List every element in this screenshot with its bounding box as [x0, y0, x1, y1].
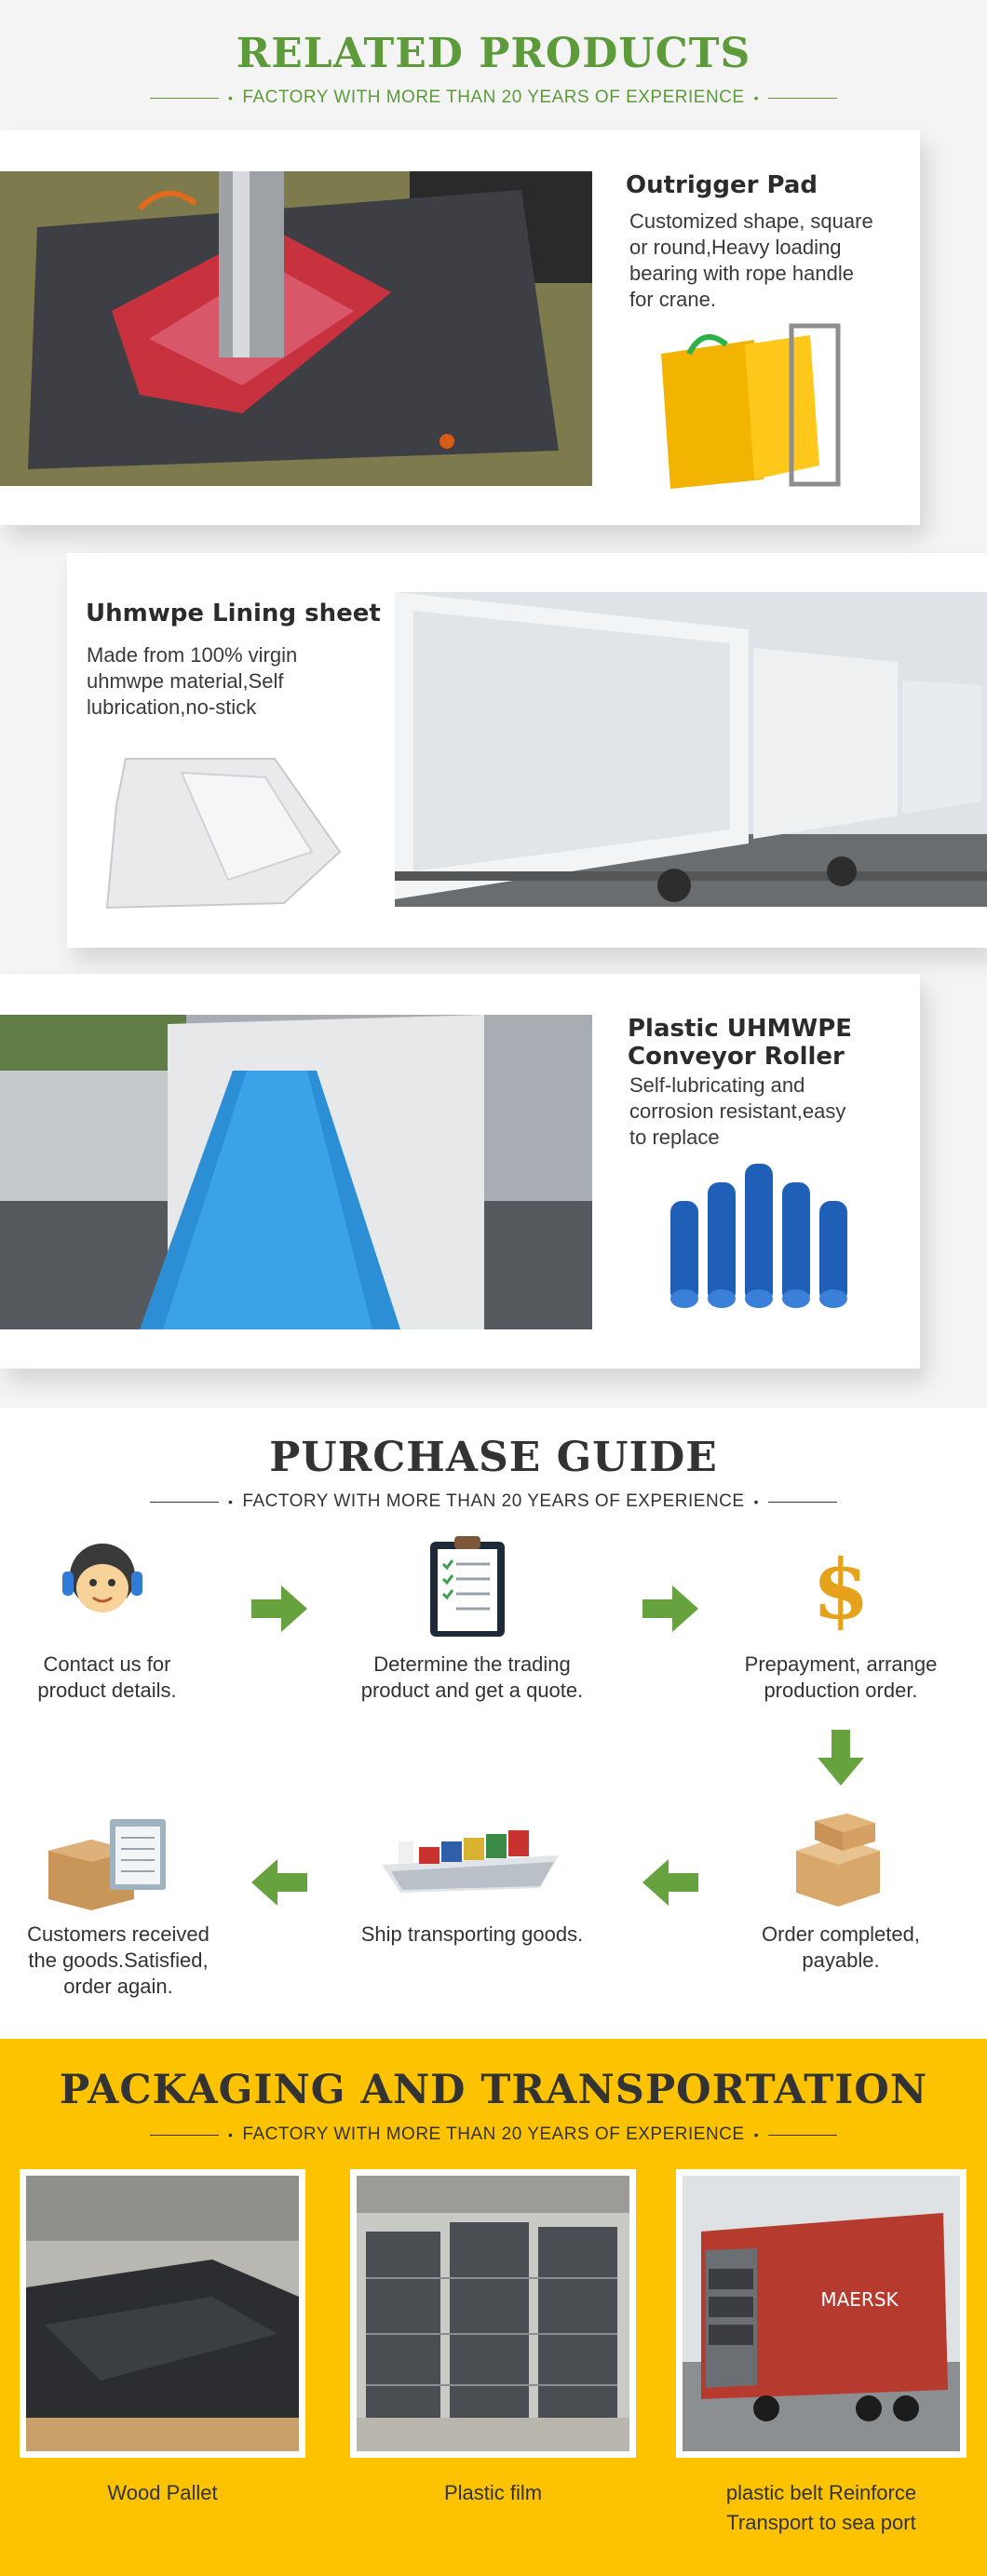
product-title: Uhmwpe Lining sheet	[86, 600, 381, 627]
subtitle-text: FACTORY WITH MORE THAN 20 YEARS OF EXPERIENCE	[242, 1491, 745, 1511]
product-description	[629, 1072, 845, 1151]
label-line: Plastic film	[443, 2481, 543, 2504]
desc-line: to replace	[629, 1126, 720, 1149]
purchase-step-text	[724, 1652, 957, 1704]
subtitle-text: FACTORY WITH MORE THAN 20 YEARS OF EXPERIENCE	[242, 88, 745, 107]
purchase-step-text	[0, 1652, 214, 1704]
lining-sheet-truck-photo	[395, 592, 987, 907]
desc-line: Customized shape, square	[629, 209, 873, 233]
svg-text:$: $	[812, 1542, 870, 1635]
lining-sheet-product-image	[98, 749, 349, 912]
step-line: Determine the trading	[373, 1652, 571, 1676]
customer-service-icon	[51, 1534, 154, 1627]
step-line: Order completed,	[762, 1922, 920, 1946]
arrow-right-icon	[642, 1585, 698, 1632]
desc-line: or round,Heavy loading	[629, 236, 842, 259]
related-products-title: RELATED PRODUCTS	[236, 30, 751, 77]
title-line: Plastic UHMWPE	[628, 1015, 853, 1043]
arrow-left-icon	[251, 1859, 307, 1906]
conveyor-roller-product-image	[652, 1145, 875, 1313]
packaging-label	[676, 2478, 967, 2538]
desc-line: for crane.	[629, 288, 716, 311]
title-line: Conveyor Roller	[628, 1043, 845, 1071]
container-truck-photo	[676, 2169, 967, 2458]
outrigger-pad-product-image	[652, 317, 857, 493]
step-line: Ship transporting goods.	[360, 1922, 584, 1946]
plastic-film-photo	[350, 2169, 636, 2458]
product-description	[87, 642, 297, 721]
step-line: order again.	[63, 1975, 173, 1998]
cargo-ship-icon	[382, 1814, 568, 1895]
step-line: product details.	[37, 1679, 177, 1702]
subtitle-text: FACTORY WITH MORE THAN 20 YEARS OF EXPERIENCE	[242, 2124, 745, 2144]
desc-line: bearing with rope handle	[629, 262, 854, 285]
packaging-subtitle: • FACTORY WITH MORE THAN 20 YEARS OF EXPERIENCE •	[0, 2124, 987, 2145]
desc-line: Made from 100% virgin	[87, 643, 298, 667]
step-line: payable.	[802, 1949, 880, 1972]
desc-line: corrosion resistant,easy	[629, 1099, 846, 1123]
product-description	[629, 209, 873, 313]
purchase-guide-subtitle: • FACTORY WITH MORE THAN 20 YEARS OF EXPERIENCE •	[0, 1491, 987, 1512]
purchase-step-text	[332, 1652, 612, 1704]
step-line: Contact us for	[43, 1652, 171, 1676]
step-line: Customers received	[27, 1922, 210, 1946]
purchase-guide-title: PURCHASE GUIDE	[269, 1434, 718, 1481]
label-line: plastic belt Reinforce	[725, 2481, 917, 2504]
boxes-icon	[787, 1814, 894, 1908]
purchase-step-text	[332, 1922, 612, 1948]
packaging-title: PACKAGING AND TRANSPORTATION	[59, 2067, 928, 2113]
outrigger-pad-photo	[0, 171, 592, 486]
purchase-step-text	[0, 1922, 237, 2000]
packaging-label	[350, 2478, 636, 2508]
dollar-icon	[808, 1542, 873, 1635]
clipboard-icon	[428, 1534, 507, 1639]
arrow-right-icon	[251, 1585, 307, 1632]
related-products-subtitle: • FACTORY WITH MORE THAN 20 YEARS OF EXPERIENCE •	[0, 88, 987, 108]
packaging-label	[20, 2478, 305, 2508]
product-title	[628, 1015, 852, 1071]
step-line: the goods.Satisfied,	[28, 1949, 209, 1972]
arrow-left-icon	[642, 1859, 698, 1906]
product-title: Outrigger Pad	[626, 171, 818, 199]
desc-line: lubrication,no-stick	[87, 695, 257, 719]
purchase-step-text	[724, 1922, 957, 1974]
container-brand-text: MAERSK	[820, 2288, 899, 2311]
arrow-down-icon	[818, 1730, 864, 1786]
step-line: Prepayment, arrange	[744, 1652, 938, 1676]
conveyor-roller-photo	[0, 1015, 592, 1329]
desc-line: uhmwpe material,Self	[87, 669, 284, 693]
wood-pallet-photo	[20, 2169, 305, 2458]
step-line: product and get a quote.	[360, 1679, 584, 1702]
package-icon	[45, 1814, 169, 1910]
label-line: Transport to sea port	[726, 2511, 916, 2534]
desc-line: Self-lubricating and	[629, 1073, 805, 1097]
label-line: Wood Pallet	[107, 2481, 218, 2504]
step-line: production order.	[764, 1679, 918, 1702]
